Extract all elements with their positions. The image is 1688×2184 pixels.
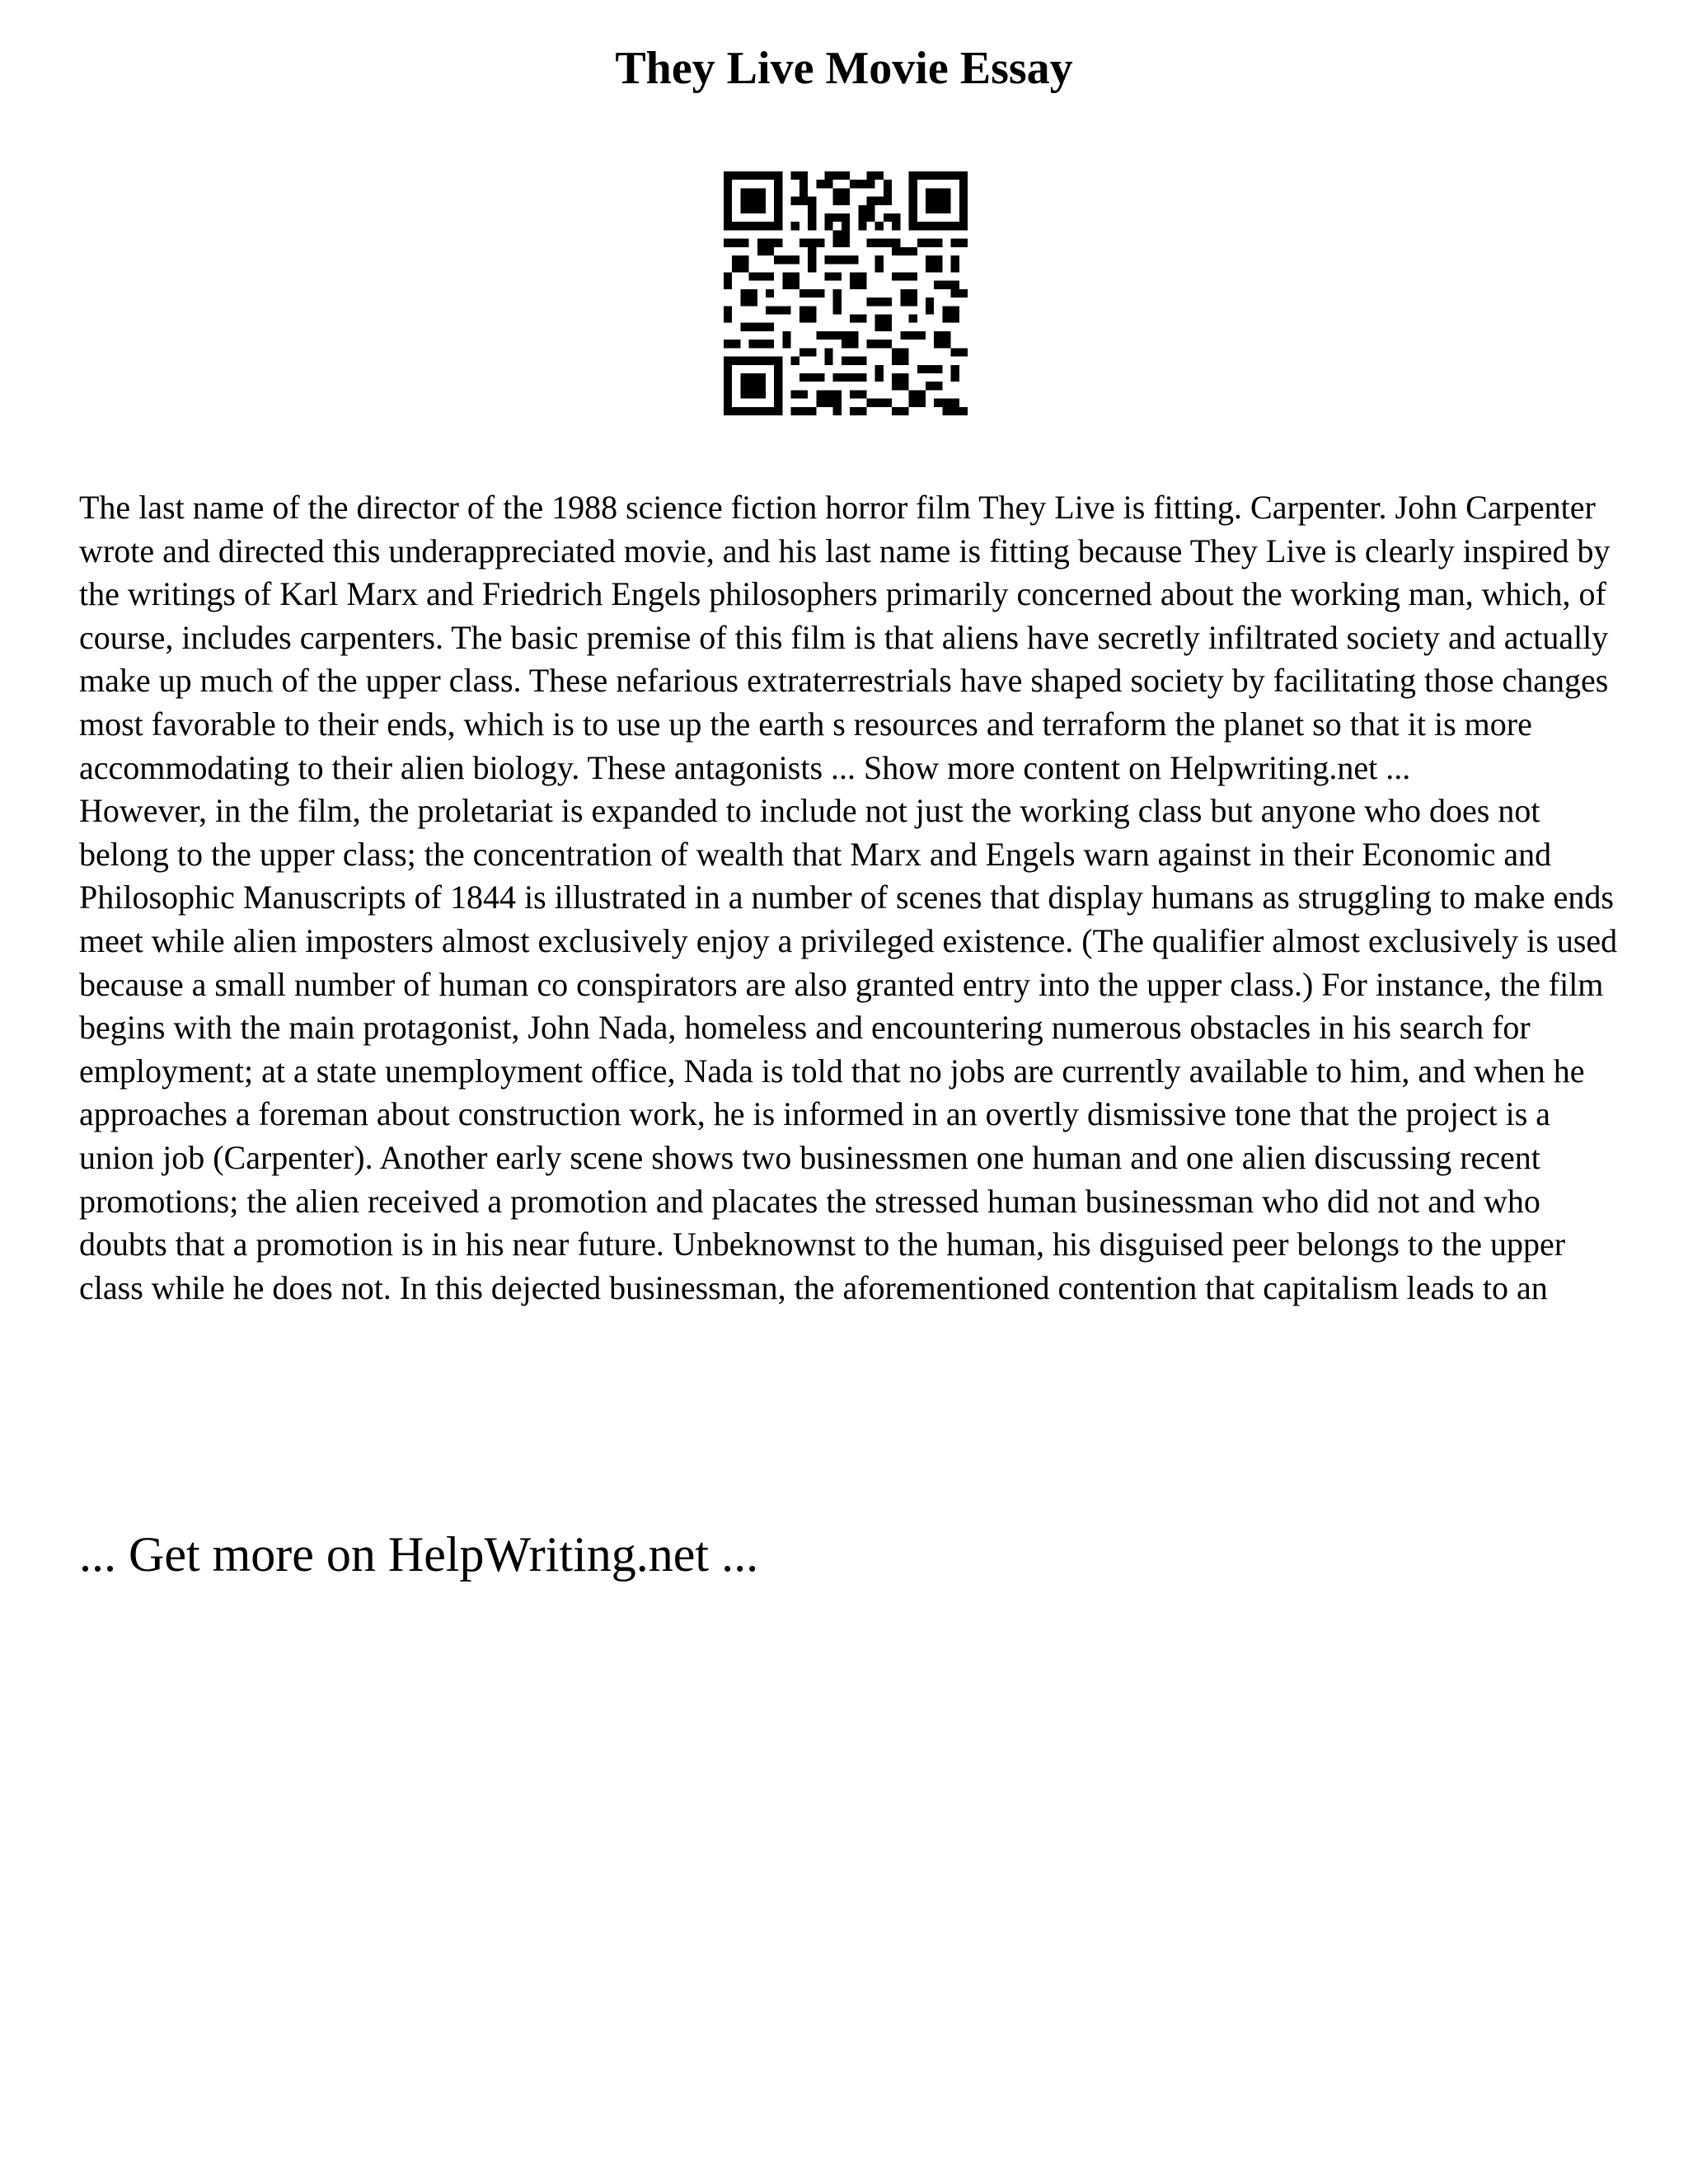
get-more-link[interactable]: ... Get more on HelpWriting.net ... [79,1527,759,1582]
page-title: They Live Movie Essay [615,43,1073,94]
essay-paragraph-1: The last name of the director of the 1988 science fiction horror film They Live is fitting. Carpenter. John Carpenter wrote and directed this underappreciated movie, and his last name is fitting because They Live is clearly inspired by the writings of Karl Marx and Friedrich Engels philosophers primarily concerned about the working man, which, of course, includes carpenters. The basic premise of this film is that aliens have secretly infiltrated society and actually make up much of the upper class. These nefarious extraterrestrials have shaped society by facilitating those changes most favorable to their ends, which is to use up the earth s resources and terraform the planet so that it is more accommodating to their alien biology. These antagonists ... Show more content on Helpwriting.net ... [79,489,1611,786]
qr-code-icon [724,171,968,415]
essay-body [79,486,1620,1310]
essay-paragraph-2: However, in the film, the proletariat is expanded to include not just the working class but anyone who does not belong to the upper class; the concentration of wealth that Marx and Engels warn against in their Economic and Philosophic Manuscripts of 1844 is illustrated in a number of scenes that display humans as struggling to make ends meet while alien imposters almost exclusively enjoy a privileged existence. (The qualifier almost exclusively is used because a small number of human co conspirators are also granted entry into the upper class.) For instance, the film begins with the main protagonist, John Nada, homeless and encountering numerous obstacles in his search for employment; at a state unemployment office, Nada is told that no jobs are currently available to him, and when he approaches a foreman about construction work, he is informed in an overtly dismissive tone that the project is a union job (Carpenter). Another early scene shows two businessmen one human and one alien discussing recent promotions; the alien received a promotion and placates the stressed human businessman who did not and who doubts that a promotion is in his near future. Unbeknownst to the human, his disguised peer belongs to the upper class while he does not. In this dejected businessman, the aforementioned contention that capitalism leads to an [79,792,1618,1306]
